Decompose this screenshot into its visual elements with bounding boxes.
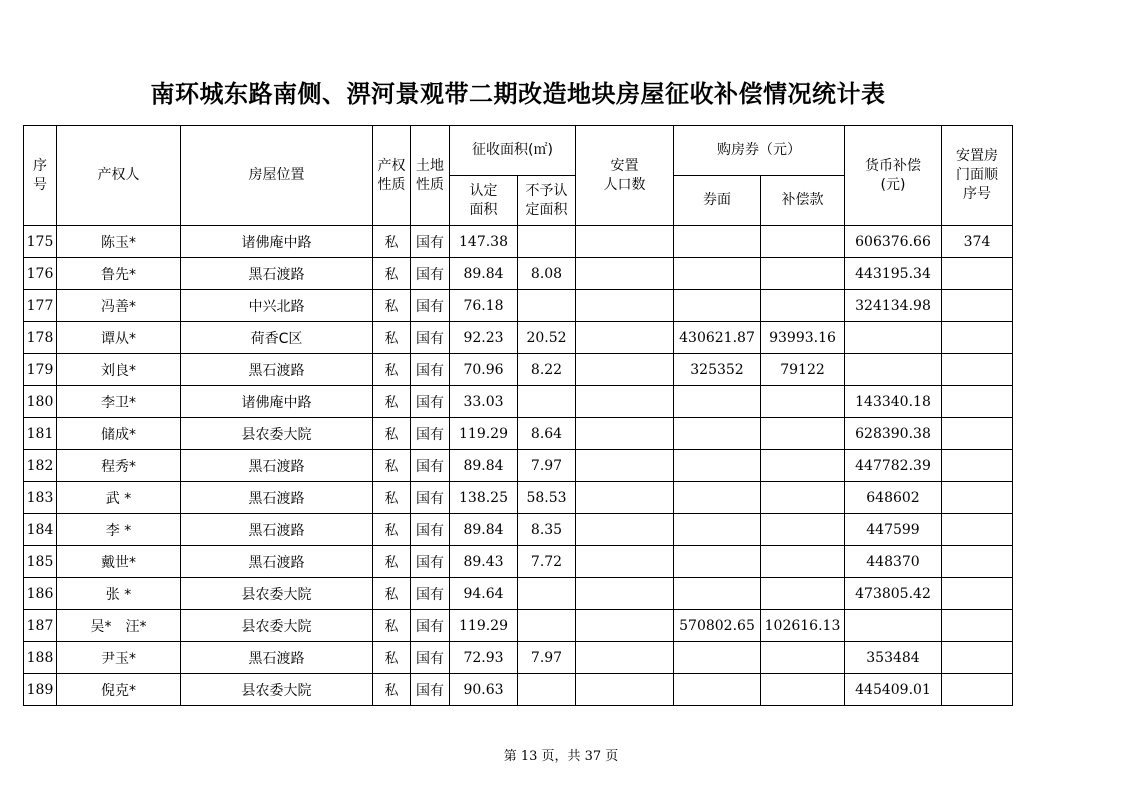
cell-seq: 189 xyxy=(24,674,57,706)
cell-owner: 吴* 汪* xyxy=(57,610,181,642)
cell-area-recognized: 70.96 xyxy=(450,354,518,386)
cell-owner: 储成* xyxy=(57,418,181,450)
cell-area-recognized: 92.23 xyxy=(450,322,518,354)
cell-cash-comp: 628390.38 xyxy=(845,418,942,450)
cell-location: 诸佛庵中路 xyxy=(181,226,373,258)
cell-property-nature: 私 xyxy=(373,354,411,386)
page-footer: 第 13 页，共 37 页 xyxy=(503,749,619,764)
cell-owner: 李卫* xyxy=(57,386,181,418)
compensation-table xyxy=(23,125,1013,706)
cell-resettle-people xyxy=(576,514,674,546)
cell-seq: 182 xyxy=(24,450,57,482)
table-header xyxy=(24,126,1013,226)
cell-property-nature: 私 xyxy=(373,674,411,706)
cell-cash-comp: 448370 xyxy=(845,546,942,578)
cell-location: 县农委大院 xyxy=(181,578,373,610)
cell-property-nature: 私 xyxy=(373,226,411,258)
cell-resettle-people xyxy=(576,674,674,706)
table-row xyxy=(24,514,1013,546)
cell-cash-comp: 443195.34 xyxy=(845,258,942,290)
cell-storefront-seq xyxy=(942,674,1013,706)
cell-area-recognized: 147.38 xyxy=(450,226,518,258)
cell-land-nature: 国有 xyxy=(411,578,450,610)
cell-area-recognized: 72.93 xyxy=(450,642,518,674)
cell-voucher-comp xyxy=(761,386,845,418)
cell-owner: 尹玉* xyxy=(57,642,181,674)
cell-voucher-face: 570802.65 xyxy=(674,610,761,642)
cell-property-nature: 私 xyxy=(373,450,411,482)
cell-area-unrecognized: 7.97 xyxy=(518,642,576,674)
cell-area-unrecognized xyxy=(518,226,576,258)
cell-property-nature: 私 xyxy=(373,546,411,578)
cell-voucher-comp xyxy=(761,290,845,322)
cell-property-nature: 私 xyxy=(373,322,411,354)
header-voucher-comp: 补偿款 xyxy=(761,176,845,226)
cell-storefront-seq xyxy=(942,386,1013,418)
cell-resettle-people xyxy=(576,290,674,322)
header-seq: 序 号 xyxy=(24,126,57,226)
header-cash-comp: 货币补偿 (元) xyxy=(845,126,942,226)
header-voucher-face: 券面 xyxy=(674,176,761,226)
table-row xyxy=(24,482,1013,514)
cell-area-recognized: 138.25 xyxy=(450,482,518,514)
cell-land-nature: 国有 xyxy=(411,226,450,258)
cell-resettle-people xyxy=(576,226,674,258)
cell-owner: 冯善* xyxy=(57,290,181,322)
cell-voucher-face xyxy=(674,514,761,546)
header-location: 房屋位置 xyxy=(181,126,373,226)
cell-owner: 鲁先* xyxy=(57,258,181,290)
cell-voucher-face xyxy=(674,482,761,514)
cell-voucher-comp xyxy=(761,642,845,674)
cell-voucher-face: 325352 xyxy=(674,354,761,386)
cell-location: 县农委大院 xyxy=(181,610,373,642)
table-row xyxy=(24,354,1013,386)
header-area-group: 征收面积(㎡) xyxy=(450,126,576,176)
cell-area-recognized: 89.43 xyxy=(450,546,518,578)
header-resettle-people: 安置 人口数 xyxy=(576,126,674,226)
cell-land-nature: 国有 xyxy=(411,290,450,322)
cell-seq: 181 xyxy=(24,418,57,450)
table-row xyxy=(24,418,1013,450)
cell-location: 黑石渡路 xyxy=(181,642,373,674)
cell-area-recognized: 76.18 xyxy=(450,290,518,322)
cell-location: 荷香C区 xyxy=(181,322,373,354)
header-land-nature: 土地 性质 xyxy=(411,126,450,226)
cell-voucher-face xyxy=(674,386,761,418)
cell-voucher-comp xyxy=(761,450,845,482)
cell-storefront-seq xyxy=(942,642,1013,674)
cell-seq: 183 xyxy=(24,482,57,514)
table-row xyxy=(24,610,1013,642)
cell-owner: 倪克* xyxy=(57,674,181,706)
cell-cash-comp xyxy=(845,322,942,354)
cell-voucher-face xyxy=(674,546,761,578)
cell-seq: 186 xyxy=(24,578,57,610)
page-title: 南环城东路南侧、淠河景观带二期改造地块房屋征收补偿情况统计表 xyxy=(150,80,886,108)
cell-voucher-comp: 93993.16 xyxy=(761,322,845,354)
cell-land-nature: 国有 xyxy=(411,482,450,514)
cell-owner: 李 * xyxy=(57,514,181,546)
cell-seq: 177 xyxy=(24,290,57,322)
cell-voucher-face xyxy=(674,450,761,482)
cell-area-unrecognized xyxy=(518,290,576,322)
header-property-nature: 产权 性质 xyxy=(373,126,411,226)
cell-storefront-seq xyxy=(942,354,1013,386)
cell-area-unrecognized: 8.08 xyxy=(518,258,576,290)
cell-location: 县农委大院 xyxy=(181,674,373,706)
header-area-recognized: 认定 面积 xyxy=(450,176,518,226)
cell-voucher-face xyxy=(674,578,761,610)
cell-location: 黑石渡路 xyxy=(181,258,373,290)
cell-voucher-face: 430621.87 xyxy=(674,322,761,354)
cell-land-nature: 国有 xyxy=(411,258,450,290)
cell-owner: 刘良* xyxy=(57,354,181,386)
cell-property-nature: 私 xyxy=(373,514,411,546)
cell-area-unrecognized: 7.72 xyxy=(518,546,576,578)
cell-voucher-comp xyxy=(761,418,845,450)
cell-land-nature: 国有 xyxy=(411,450,450,482)
cell-seq: 178 xyxy=(24,322,57,354)
cell-seq: 188 xyxy=(24,642,57,674)
cell-voucher-face xyxy=(674,226,761,258)
cell-area-recognized: 89.84 xyxy=(450,450,518,482)
cell-cash-comp: 324134.98 xyxy=(845,290,942,322)
cell-property-nature: 私 xyxy=(373,642,411,674)
cell-area-recognized: 89.84 xyxy=(450,258,518,290)
cell-voucher-face xyxy=(674,418,761,450)
table-row xyxy=(24,322,1013,354)
cell-area-recognized: 94.64 xyxy=(450,578,518,610)
cell-seq: 187 xyxy=(24,610,57,642)
cell-resettle-people xyxy=(576,418,674,450)
cell-area-unrecognized: 58.53 xyxy=(518,482,576,514)
cell-area-unrecognized: 8.64 xyxy=(518,418,576,450)
cell-property-nature: 私 xyxy=(373,610,411,642)
cell-resettle-people xyxy=(576,642,674,674)
cell-area-unrecognized xyxy=(518,386,576,418)
cell-area-unrecognized xyxy=(518,610,576,642)
cell-resettle-people xyxy=(576,610,674,642)
table-body xyxy=(24,226,1013,706)
cell-location: 黑石渡路 xyxy=(181,354,373,386)
cell-voucher-comp xyxy=(761,482,845,514)
cell-owner: 戴世* xyxy=(57,546,181,578)
cell-area-unrecognized: 7.97 xyxy=(518,450,576,482)
cell-storefront-seq xyxy=(942,418,1013,450)
cell-property-nature: 私 xyxy=(373,578,411,610)
cell-storefront-seq: 374 xyxy=(942,226,1013,258)
cell-owner: 谭从* xyxy=(57,322,181,354)
cell-owner: 张 * xyxy=(57,578,181,610)
cell-voucher-comp xyxy=(761,578,845,610)
cell-property-nature: 私 xyxy=(373,290,411,322)
cell-owner: 程秀* xyxy=(57,450,181,482)
cell-storefront-seq xyxy=(942,258,1013,290)
cell-storefront-seq xyxy=(942,290,1013,322)
cell-cash-comp: 445409.01 xyxy=(845,674,942,706)
cell-cash-comp: 606376.66 xyxy=(845,226,942,258)
cell-voucher-comp xyxy=(761,514,845,546)
cell-location: 黑石渡路 xyxy=(181,546,373,578)
cell-location: 诸佛庵中路 xyxy=(181,386,373,418)
cell-seq: 179 xyxy=(24,354,57,386)
cell-storefront-seq xyxy=(942,322,1013,354)
cell-land-nature: 国有 xyxy=(411,418,450,450)
cell-area-unrecognized: 20.52 xyxy=(518,322,576,354)
cell-property-nature: 私 xyxy=(373,258,411,290)
cell-cash-comp: 473805.42 xyxy=(845,578,942,610)
cell-land-nature: 国有 xyxy=(411,322,450,354)
cell-storefront-seq xyxy=(942,610,1013,642)
cell-resettle-people xyxy=(576,258,674,290)
cell-seq: 176 xyxy=(24,258,57,290)
table-row xyxy=(24,258,1013,290)
cell-voucher-comp xyxy=(761,258,845,290)
header-owner: 产权人 xyxy=(57,126,181,226)
cell-area-recognized: 89.84 xyxy=(450,514,518,546)
header-storefront-seq: 安置房 门面顺 序号 xyxy=(942,126,1013,226)
cell-cash-comp xyxy=(845,354,942,386)
table-row xyxy=(24,578,1013,610)
cell-area-unrecognized: 8.35 xyxy=(518,514,576,546)
cell-area-unrecognized xyxy=(518,578,576,610)
cell-owner: 武 * xyxy=(57,482,181,514)
cell-land-nature: 国有 xyxy=(411,674,450,706)
header-voucher-group: 购房券（元） xyxy=(674,126,845,176)
cell-location: 县农委大院 xyxy=(181,418,373,450)
cell-voucher-comp xyxy=(761,674,845,706)
cell-cash-comp: 648602 xyxy=(845,482,942,514)
cell-voucher-face xyxy=(674,642,761,674)
cell-resettle-people xyxy=(576,482,674,514)
cell-voucher-comp xyxy=(761,546,845,578)
cell-land-nature: 国有 xyxy=(411,642,450,674)
table-row xyxy=(24,290,1013,322)
cell-voucher-comp: 79122 xyxy=(761,354,845,386)
cell-resettle-people xyxy=(576,546,674,578)
cell-seq: 185 xyxy=(24,546,57,578)
cell-area-recognized: 33.03 xyxy=(450,386,518,418)
cell-property-nature: 私 xyxy=(373,386,411,418)
cell-cash-comp xyxy=(845,610,942,642)
cell-voucher-face xyxy=(674,290,761,322)
cell-seq: 180 xyxy=(24,386,57,418)
cell-area-unrecognized: 8.22 xyxy=(518,354,576,386)
cell-seq: 184 xyxy=(24,514,57,546)
cell-location: 黑石渡路 xyxy=(181,514,373,546)
cell-cash-comp: 353484 xyxy=(845,642,942,674)
cell-resettle-people xyxy=(576,386,674,418)
table-row xyxy=(24,546,1013,578)
cell-land-nature: 国有 xyxy=(411,514,450,546)
cell-storefront-seq xyxy=(942,578,1013,610)
cell-resettle-people xyxy=(576,450,674,482)
cell-voucher-face xyxy=(674,674,761,706)
table-row xyxy=(24,642,1013,674)
cell-property-nature: 私 xyxy=(373,482,411,514)
cell-voucher-comp: 102616.13 xyxy=(761,610,845,642)
cell-storefront-seq xyxy=(942,546,1013,578)
cell-storefront-seq xyxy=(942,450,1013,482)
cell-location: 黑石渡路 xyxy=(181,450,373,482)
cell-land-nature: 国有 xyxy=(411,546,450,578)
cell-land-nature: 国有 xyxy=(411,610,450,642)
cell-resettle-people xyxy=(576,354,674,386)
cell-storefront-seq xyxy=(942,482,1013,514)
cell-area-unrecognized xyxy=(518,674,576,706)
table-row xyxy=(24,226,1013,258)
table-row xyxy=(24,386,1013,418)
table-row xyxy=(24,450,1013,482)
cell-voucher-face xyxy=(674,258,761,290)
cell-area-recognized: 90.63 xyxy=(450,674,518,706)
cell-resettle-people xyxy=(576,578,674,610)
cell-resettle-people xyxy=(576,322,674,354)
cell-cash-comp: 143340.18 xyxy=(845,386,942,418)
cell-area-recognized: 119.29 xyxy=(450,610,518,642)
header-area-unrecognized: 不予认 定面积 xyxy=(518,176,576,226)
cell-land-nature: 国有 xyxy=(411,354,450,386)
cell-owner: 陈玉* xyxy=(57,226,181,258)
cell-cash-comp: 447599 xyxy=(845,514,942,546)
cell-location: 中兴北路 xyxy=(181,290,373,322)
cell-area-recognized: 119.29 xyxy=(450,418,518,450)
cell-seq: 175 xyxy=(24,226,57,258)
cell-storefront-seq xyxy=(942,514,1013,546)
cell-location: 黑石渡路 xyxy=(181,482,373,514)
table-row xyxy=(24,674,1013,706)
cell-property-nature: 私 xyxy=(373,418,411,450)
cell-land-nature: 国有 xyxy=(411,386,450,418)
cell-voucher-comp xyxy=(761,226,845,258)
cell-cash-comp: 447782.39 xyxy=(845,450,942,482)
